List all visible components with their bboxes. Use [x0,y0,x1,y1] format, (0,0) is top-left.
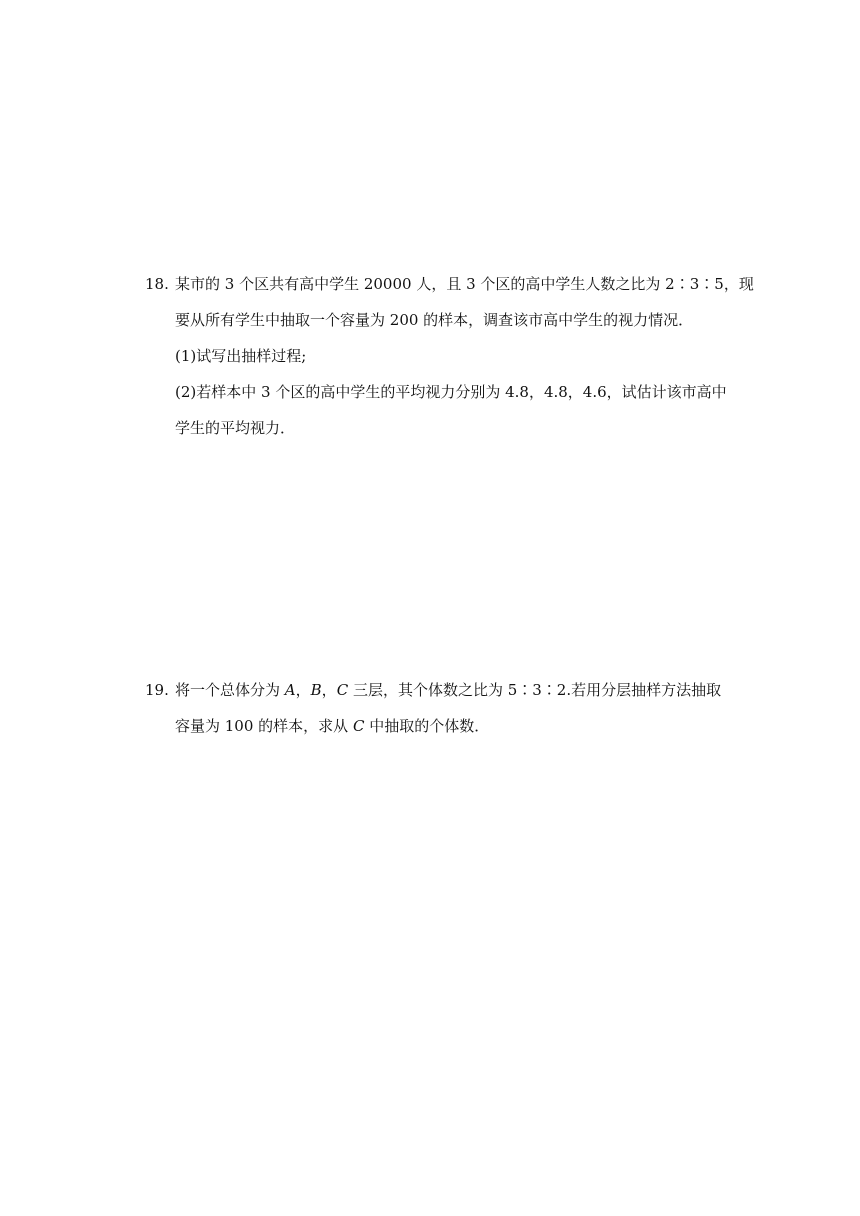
problem-number: 19. [145,681,169,699]
variable-c: C [336,681,349,699]
problem-text: 中抽取的个体数． [364,717,490,735]
problem-text: 三层，其个体数之比为 5∶3∶2.若用分层抽样方法抽取 [348,681,722,699]
problem-number: 18. [145,275,169,293]
problem-18-line-2: 要从所有学生中抽取一个容量为 200 的样本，调查该市高中学生的视力情况． [175,311,694,329]
separator: ， [295,681,311,699]
variable-c: C [352,717,365,735]
problem-19-line-1 [145,672,735,708]
problem-18-subquestion-1: (1)试写出抽样过程; [175,347,307,365]
problem-18-line-1 [145,266,754,302]
problem-text: 容量为 100 的样本，求从 [175,717,353,735]
problem-19-line-2 [145,708,735,744]
problem-text: 将一个总体分为 [175,681,285,699]
variable-a: A [284,681,296,699]
problem-18-subquestion-2-cont: 学生的平均视力． [175,419,296,437]
separator: ， [321,681,337,699]
problem-text: 某市的 3 个区共有高中学生 20000 人，且 3 个区的高中学生人数之比为 2∶3∶5，现 [175,275,754,293]
problem-18-subquestion-2: (2)若样本中 3 个区的高中学生的平均视力分别为 4.8，4.8，4.6，试估计该市高中 [175,383,727,401]
variable-b: B [310,681,322,699]
problem-19 [145,672,735,744]
problem-18 [145,266,754,446]
